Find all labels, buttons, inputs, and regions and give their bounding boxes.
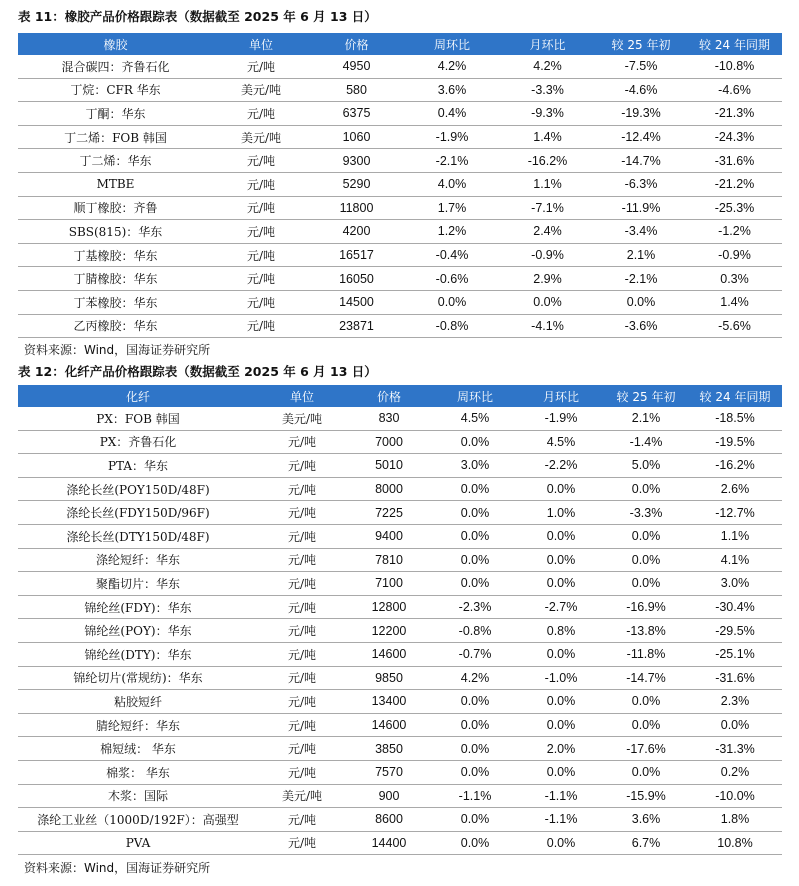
price-cell: 3850	[346, 737, 432, 761]
yoy-change-cell: -10.8%	[687, 55, 782, 78]
wow-change-cell: 4.2%	[432, 666, 518, 690]
ytd-change-cell: -7.5%	[595, 55, 687, 78]
product-name-cell: 混合碳四：齐鲁石化	[18, 55, 213, 78]
product-name-cell: 腈纶短纤：华东	[18, 713, 258, 737]
price-cell: 4200	[309, 220, 404, 244]
unit-cell: 元/吨	[213, 314, 309, 338]
table-row	[18, 78, 782, 102]
unit-cell: 元/吨	[258, 524, 346, 548]
unit-cell: 元/吨	[213, 149, 309, 173]
mom-change-cell: 0.0%	[518, 572, 604, 596]
product-name-cell: 棉浆： 华东	[18, 760, 258, 784]
table-row	[18, 125, 782, 149]
unit-cell: 元/吨	[258, 690, 346, 714]
wow-change-cell: 1.2%	[404, 220, 500, 244]
mom-change-cell: 0.0%	[518, 548, 604, 572]
unit-cell: 元/吨	[213, 172, 309, 196]
mom-change-cell: 1.1%	[500, 172, 595, 196]
ytd-change-cell: 0.0%	[604, 760, 688, 784]
ytd-change-cell: -15.9%	[604, 784, 688, 808]
table-row	[18, 55, 782, 78]
price-cell: 5290	[309, 172, 404, 196]
table12	[18, 385, 782, 855]
ytd-change-cell: 0.0%	[595, 290, 687, 314]
unit-cell: 元/吨	[258, 619, 346, 643]
price-cell: 1060	[309, 125, 404, 149]
price-cell: 14600	[346, 713, 432, 737]
wow-change-cell: 0.0%	[404, 290, 500, 314]
unit-cell: 元/吨	[213, 55, 309, 78]
mom-change-cell: -9.3%	[500, 102, 595, 126]
table11-source: 资料来源：Wind，国海证券研究所	[24, 343, 211, 357]
table-row	[18, 102, 782, 126]
price-cell: 11800	[309, 196, 404, 220]
ytd-change-cell: -12.4%	[595, 125, 687, 149]
product-name-cell: 丁腈橡胶：华东	[18, 267, 213, 291]
table-row	[18, 243, 782, 267]
mom-change-cell: -1.1%	[518, 784, 604, 808]
ytd-change-cell: 2.1%	[604, 407, 688, 430]
table-row	[18, 831, 782, 855]
ytd-change-cell: 0.0%	[604, 690, 688, 714]
price-cell: 580	[309, 78, 404, 102]
wow-change-cell: 0.0%	[432, 501, 518, 525]
mom-change-cell: -3.3%	[500, 78, 595, 102]
table11-container	[18, 33, 782, 338]
yoy-change-cell: 2.6%	[688, 477, 782, 501]
mom-change-cell: 0.8%	[518, 619, 604, 643]
table12-body	[18, 407, 782, 855]
table12-title: 表 12：化纤产品价格跟踪表（数据截至 2025 年 6 月 13 日）	[18, 364, 377, 379]
product-name-cell: 丁二烯：华东	[18, 149, 213, 173]
table-row	[18, 548, 782, 572]
product-name-cell: MTBE	[18, 172, 213, 196]
yoy-change-cell: -10.0%	[688, 784, 782, 808]
table11-header-row	[18, 33, 782, 55]
table-row	[18, 430, 782, 454]
unit-cell: 美元/吨	[213, 78, 309, 102]
col-header-unit: 单位	[258, 385, 346, 407]
wow-change-cell: -0.6%	[404, 267, 500, 291]
wow-change-cell: 0.0%	[432, 808, 518, 832]
product-name-cell: 乙丙橡胶：华东	[18, 314, 213, 338]
table-row	[18, 666, 782, 690]
unit-cell: 美元/吨	[213, 125, 309, 149]
wow-change-cell: -2.1%	[404, 149, 500, 173]
price-cell: 7225	[346, 501, 432, 525]
ytd-change-cell: -19.3%	[595, 102, 687, 126]
col-header-product: 化纤	[18, 385, 258, 407]
product-name-cell: 顺丁橡胶：齐鲁	[18, 196, 213, 220]
unit-cell: 元/吨	[213, 243, 309, 267]
price-cell: 830	[346, 407, 432, 430]
yoy-change-cell: -24.3%	[687, 125, 782, 149]
ytd-change-cell: -14.7%	[604, 666, 688, 690]
yoy-change-cell: 2.3%	[688, 690, 782, 714]
price-cell: 5010	[346, 454, 432, 478]
table-row	[18, 642, 782, 666]
table-row	[18, 690, 782, 714]
yoy-change-cell: -19.5%	[688, 430, 782, 454]
mom-change-cell: 0.0%	[518, 642, 604, 666]
unit-cell: 元/吨	[258, 595, 346, 619]
unit-cell: 元/吨	[258, 666, 346, 690]
ytd-change-cell: 3.6%	[604, 808, 688, 832]
mom-change-cell: 4.5%	[518, 430, 604, 454]
mom-change-cell: -2.7%	[518, 595, 604, 619]
ytd-change-cell: -4.6%	[595, 78, 687, 102]
yoy-change-cell: 4.1%	[688, 548, 782, 572]
yoy-change-cell: 0.2%	[688, 760, 782, 784]
price-cell: 13400	[346, 690, 432, 714]
ytd-change-cell: -11.9%	[595, 196, 687, 220]
unit-cell: 元/吨	[213, 196, 309, 220]
price-cell: 9850	[346, 666, 432, 690]
mom-change-cell: 0.0%	[518, 477, 604, 501]
price-cell: 23871	[309, 314, 404, 338]
wow-change-cell: 0.0%	[432, 831, 518, 855]
unit-cell: 元/吨	[258, 501, 346, 525]
yoy-change-cell: -21.3%	[687, 102, 782, 126]
table-row	[18, 290, 782, 314]
mom-change-cell: -1.9%	[518, 407, 604, 430]
product-name-cell: 锦纶丝(FDY)：华东	[18, 595, 258, 619]
product-name-cell: PTA：华东	[18, 454, 258, 478]
table-row	[18, 407, 782, 430]
table12-source: 资料来源：Wind，国海证券研究所	[24, 861, 211, 875]
ytd-change-cell: -1.4%	[604, 430, 688, 454]
yoy-change-cell: -21.2%	[687, 172, 782, 196]
unit-cell: 元/吨	[258, 713, 346, 737]
price-cell: 7000	[346, 430, 432, 454]
unit-cell: 元/吨	[258, 642, 346, 666]
wow-change-cell: 0.0%	[432, 737, 518, 761]
unit-cell: 元/吨	[258, 831, 346, 855]
price-cell: 7810	[346, 548, 432, 572]
ytd-change-cell: 5.0%	[604, 454, 688, 478]
mom-change-cell: -2.2%	[518, 454, 604, 478]
wow-change-cell: 3.6%	[404, 78, 500, 102]
product-name-cell: 涤纶长丝(POY150D/48F)	[18, 477, 258, 501]
mom-change-cell: 0.0%	[518, 831, 604, 855]
mom-change-cell: 1.0%	[518, 501, 604, 525]
yoy-change-cell: -31.3%	[688, 737, 782, 761]
unit-cell: 元/吨	[258, 477, 346, 501]
ytd-change-cell: -2.1%	[595, 267, 687, 291]
col-header-ytd: 较 25 年初	[595, 33, 687, 55]
wow-change-cell: 4.2%	[404, 55, 500, 78]
table-row	[18, 572, 782, 596]
product-name-cell: 棉短绒： 华东	[18, 737, 258, 761]
col-header-yoy: 较 24 年同期	[687, 33, 782, 55]
product-name-cell: 木浆：国际	[18, 784, 258, 808]
table12-container	[18, 385, 782, 855]
wow-change-cell: -0.8%	[432, 619, 518, 643]
unit-cell: 元/吨	[213, 220, 309, 244]
wow-change-cell: 4.0%	[404, 172, 500, 196]
price-cell: 9400	[346, 524, 432, 548]
mom-change-cell: -4.1%	[500, 314, 595, 338]
unit-cell: 元/吨	[213, 102, 309, 126]
yoy-change-cell: 1.1%	[688, 524, 782, 548]
table12-header-row	[18, 385, 782, 407]
wow-change-cell: 0.0%	[432, 477, 518, 501]
wow-change-cell: 4.5%	[432, 407, 518, 430]
yoy-change-cell: -31.6%	[688, 666, 782, 690]
unit-cell: 元/吨	[258, 808, 346, 832]
yoy-change-cell: -25.3%	[687, 196, 782, 220]
col-header-yoy: 较 24 年同期	[688, 385, 782, 407]
yoy-change-cell: -18.5%	[688, 407, 782, 430]
col-header-price: 价格	[309, 33, 404, 55]
product-name-cell: 丁二烯：FOB 韩国	[18, 125, 213, 149]
yoy-change-cell: 3.0%	[688, 572, 782, 596]
table-row	[18, 619, 782, 643]
product-name-cell: PX：FOB 韩国	[18, 407, 258, 430]
wow-change-cell: -0.4%	[404, 243, 500, 267]
product-name-cell: SBS(815)：华东	[18, 220, 213, 244]
table-row	[18, 172, 782, 196]
yoy-change-cell: -1.2%	[687, 220, 782, 244]
wow-change-cell: 0.0%	[432, 572, 518, 596]
ytd-change-cell: -6.3%	[595, 172, 687, 196]
ytd-change-cell: -11.8%	[604, 642, 688, 666]
price-cell: 8600	[346, 808, 432, 832]
product-name-cell: 锦纶丝(DTY)：华东	[18, 642, 258, 666]
ytd-change-cell: -3.6%	[595, 314, 687, 338]
product-name-cell: 丁酮：华东	[18, 102, 213, 126]
mom-change-cell: -16.2%	[500, 149, 595, 173]
yoy-change-cell: -0.9%	[687, 243, 782, 267]
mom-change-cell: -1.0%	[518, 666, 604, 690]
mom-change-cell: -1.1%	[518, 808, 604, 832]
wow-change-cell: 0.0%	[432, 690, 518, 714]
price-cell: 9300	[309, 149, 404, 173]
ytd-change-cell: -16.9%	[604, 595, 688, 619]
col-header-mom: 月环比	[500, 33, 595, 55]
product-name-cell: PVA	[18, 831, 258, 855]
ytd-change-cell: -14.7%	[595, 149, 687, 173]
wow-change-cell: -1.1%	[432, 784, 518, 808]
mom-change-cell: 2.0%	[518, 737, 604, 761]
ytd-change-cell: 0.0%	[604, 524, 688, 548]
product-name-cell: 涤纶工业丝（1000D/192F）：高强型	[18, 808, 258, 832]
product-name-cell: PX：齐鲁石化	[18, 430, 258, 454]
table-row	[18, 737, 782, 761]
product-name-cell: 锦纶丝(POY)：华东	[18, 619, 258, 643]
table-row	[18, 267, 782, 291]
yoy-change-cell: -30.4%	[688, 595, 782, 619]
col-header-mom: 月环比	[518, 385, 604, 407]
ytd-change-cell: 0.0%	[604, 713, 688, 737]
yoy-change-cell: -5.6%	[687, 314, 782, 338]
ytd-change-cell: 0.0%	[604, 548, 688, 572]
table-row	[18, 477, 782, 501]
product-name-cell: 粘胶短纤	[18, 690, 258, 714]
price-cell: 8000	[346, 477, 432, 501]
table11	[18, 33, 782, 338]
yoy-change-cell: -12.7%	[688, 501, 782, 525]
col-header-wow: 周环比	[404, 33, 500, 55]
col-header-wow: 周环比	[432, 385, 518, 407]
yoy-change-cell: -4.6%	[687, 78, 782, 102]
product-name-cell: 涤纶短纤：华东	[18, 548, 258, 572]
table11-title: 表 11：橡胶产品价格跟踪表（数据截至 2025 年 6 月 13 日）	[18, 9, 377, 24]
price-cell: 6375	[309, 102, 404, 126]
wow-change-cell: 0.0%	[432, 713, 518, 737]
wow-change-cell: 3.0%	[432, 454, 518, 478]
mom-change-cell: -7.1%	[500, 196, 595, 220]
table-row	[18, 220, 782, 244]
price-cell: 14500	[309, 290, 404, 314]
product-name-cell: 涤纶长丝(DTY150D/48F)	[18, 524, 258, 548]
table-row	[18, 713, 782, 737]
price-cell: 16050	[309, 267, 404, 291]
unit-cell: 元/吨	[213, 290, 309, 314]
table-row	[18, 524, 782, 548]
table-row	[18, 784, 782, 808]
table-row	[18, 454, 782, 478]
table11-body	[18, 55, 782, 338]
product-name-cell: 丁苯橡胶：华东	[18, 290, 213, 314]
unit-cell: 元/吨	[258, 760, 346, 784]
price-cell: 14400	[346, 831, 432, 855]
yoy-change-cell: -16.2%	[688, 454, 782, 478]
yoy-change-cell: -29.5%	[688, 619, 782, 643]
product-name-cell: 丁基橡胶：华东	[18, 243, 213, 267]
table-row	[18, 760, 782, 784]
mom-change-cell: -0.9%	[500, 243, 595, 267]
table-row	[18, 595, 782, 619]
mom-change-cell: 0.0%	[500, 290, 595, 314]
ytd-change-cell: 0.0%	[604, 477, 688, 501]
product-name-cell: 锦纶切片(常规纺)：华东	[18, 666, 258, 690]
ytd-change-cell: 6.7%	[604, 831, 688, 855]
mom-change-cell: 2.9%	[500, 267, 595, 291]
price-cell: 12800	[346, 595, 432, 619]
table-row	[18, 149, 782, 173]
price-cell: 7570	[346, 760, 432, 784]
unit-cell: 美元/吨	[258, 407, 346, 430]
wow-change-cell: -1.9%	[404, 125, 500, 149]
ytd-change-cell: -13.8%	[604, 619, 688, 643]
mom-change-cell: 0.0%	[518, 760, 604, 784]
yoy-change-cell: 0.3%	[687, 267, 782, 291]
yoy-change-cell: 0.0%	[688, 713, 782, 737]
table-row	[18, 314, 782, 338]
ytd-change-cell: -17.6%	[604, 737, 688, 761]
mom-change-cell: 4.2%	[500, 55, 595, 78]
yoy-change-cell: -31.6%	[687, 149, 782, 173]
wow-change-cell: 1.7%	[404, 196, 500, 220]
wow-change-cell: 0.0%	[432, 430, 518, 454]
unit-cell: 元/吨	[258, 548, 346, 572]
product-name-cell: 涤纶长丝(FDY150D/96F)	[18, 501, 258, 525]
wow-change-cell: 0.4%	[404, 102, 500, 126]
unit-cell: 元/吨	[213, 267, 309, 291]
yoy-change-cell: 1.4%	[687, 290, 782, 314]
mom-change-cell: 0.0%	[518, 690, 604, 714]
mom-change-cell: 1.4%	[500, 125, 595, 149]
wow-change-cell: -2.3%	[432, 595, 518, 619]
wow-change-cell: -0.8%	[404, 314, 500, 338]
ytd-change-cell: -3.4%	[595, 220, 687, 244]
mom-change-cell: 2.4%	[500, 220, 595, 244]
table-row	[18, 501, 782, 525]
wow-change-cell: 0.0%	[432, 760, 518, 784]
ytd-change-cell: 0.0%	[604, 572, 688, 596]
ytd-change-cell: -3.3%	[604, 501, 688, 525]
price-cell: 16517	[309, 243, 404, 267]
yoy-change-cell: -25.1%	[688, 642, 782, 666]
unit-cell: 元/吨	[258, 430, 346, 454]
price-cell: 12200	[346, 619, 432, 643]
price-cell: 900	[346, 784, 432, 808]
price-cell: 14600	[346, 642, 432, 666]
table-row	[18, 196, 782, 220]
table-row	[18, 808, 782, 832]
mom-change-cell: 0.0%	[518, 524, 604, 548]
wow-change-cell: 0.0%	[432, 524, 518, 548]
wow-change-cell: 0.0%	[432, 548, 518, 572]
unit-cell: 元/吨	[258, 737, 346, 761]
unit-cell: 元/吨	[258, 454, 346, 478]
ytd-change-cell: 2.1%	[595, 243, 687, 267]
yoy-change-cell: 1.8%	[688, 808, 782, 832]
price-cell: 4950	[309, 55, 404, 78]
col-header-product: 橡胶	[18, 33, 213, 55]
col-header-ytd: 较 25 年初	[604, 385, 688, 407]
price-cell: 7100	[346, 572, 432, 596]
wow-change-cell: -0.7%	[432, 642, 518, 666]
unit-cell: 美元/吨	[258, 784, 346, 808]
product-name-cell: 丁烷：CFR 华东	[18, 78, 213, 102]
yoy-change-cell: 10.8%	[688, 831, 782, 855]
col-header-unit: 单位	[213, 33, 309, 55]
unit-cell: 元/吨	[258, 572, 346, 596]
col-header-price: 价格	[346, 385, 432, 407]
mom-change-cell: 0.0%	[518, 713, 604, 737]
product-name-cell: 聚酯切片：华东	[18, 572, 258, 596]
